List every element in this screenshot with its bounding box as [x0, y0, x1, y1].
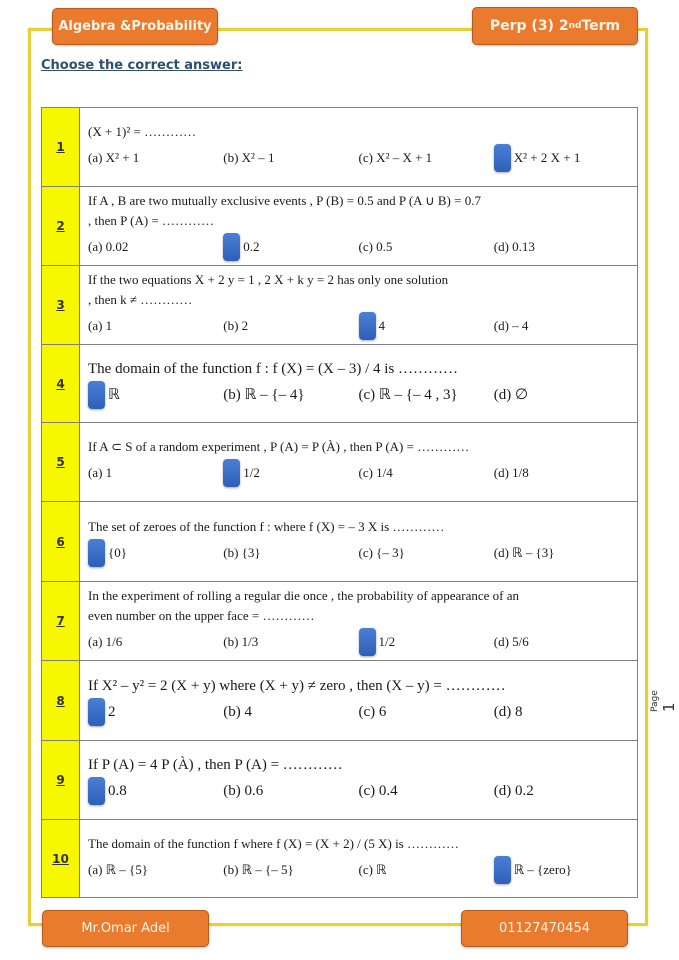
answer-option[interactable]	[359, 698, 494, 726]
answer-option-text: X² + 2 X + 1	[513, 150, 581, 165]
answer-marker-icon	[223, 233, 240, 261]
answer-option[interactable]	[223, 698, 358, 726]
answer-option-text: (b) 1/3	[223, 634, 259, 649]
answer-option[interactable]	[359, 233, 494, 261]
answer-options	[88, 381, 629, 409]
answer-option-text: (d) 0.13	[493, 239, 535, 254]
answer-marker-icon	[359, 312, 376, 340]
answer-option[interactable]	[494, 312, 629, 340]
answer-option[interactable]	[88, 459, 223, 487]
answer-options	[88, 698, 629, 726]
question-row	[42, 187, 638, 266]
term-tag-sup: nd	[568, 21, 582, 31]
answer-option-text: 0.8	[108, 783, 127, 799]
answer-option-text: (c) {– 3}	[358, 544, 405, 560]
answer-option-text: 2	[108, 703, 116, 720]
answer-option-text: (d) 8	[493, 703, 523, 720]
question-row	[42, 266, 638, 345]
answer-option[interactable]	[494, 233, 629, 261]
answer-option-text: (d) ℝ – {3}	[493, 544, 555, 560]
question-stem-line: , then P (A) = …………	[88, 213, 215, 228]
question-body	[80, 108, 638, 187]
question-number: 5	[42, 423, 80, 502]
answer-option[interactable]	[359, 144, 494, 172]
question-body	[80, 582, 638, 661]
answer-marker-icon	[223, 459, 240, 487]
answer-option[interactable]	[88, 381, 223, 409]
question-body	[80, 345, 638, 423]
answer-option-text: (a) 1	[88, 318, 113, 333]
answer-marker-icon	[88, 539, 105, 567]
question-body	[80, 661, 638, 741]
answer-option[interactable]	[494, 856, 629, 884]
answer-option-text: (d) ∅	[493, 386, 529, 403]
answer-option[interactable]	[223, 233, 358, 261]
answer-option-text: ℝ	[108, 386, 120, 403]
answer-marker-icon	[88, 777, 105, 805]
term-tag-suffix: Term	[581, 18, 621, 34]
subject-tag-text: Algebra &Probability	[58, 19, 212, 34]
answer-options	[88, 459, 629, 487]
question-body	[80, 423, 638, 502]
question-stem-line: If A ⊂ S of a random experiment , P (A) = P (À) , then P (A) = …………	[88, 439, 470, 454]
phone-number: 01127470454	[499, 921, 590, 936]
question-body	[80, 741, 638, 820]
answer-option[interactable]	[88, 777, 223, 805]
answer-option-text: (c) 6	[358, 703, 387, 720]
answer-option-text: (a) 0.02	[88, 239, 129, 254]
question-stem-line: If the two equations X + 2 y = 1 , 2 X + k y = 2 has only one solution	[88, 272, 449, 287]
answer-marker-icon	[494, 856, 511, 884]
answer-option-text: (b) 2	[223, 318, 249, 333]
answer-option[interactable]	[494, 628, 629, 656]
question-stem-line: The domain of the function f : f (X) = (X – 3) / 4 is …………	[88, 360, 459, 377]
answer-option-text: (a) 1/6	[88, 634, 123, 649]
page-number: 1	[660, 702, 678, 712]
answer-options	[88, 233, 629, 261]
answer-marker-icon	[88, 381, 105, 409]
question-number: 8	[42, 661, 80, 741]
questions-table	[41, 107, 638, 898]
answer-option-text: (c) 0.4	[358, 783, 398, 799]
answer-option[interactable]	[223, 312, 358, 340]
instruction-heading: Choose the correct answer:	[41, 58, 243, 73]
question-row	[42, 108, 638, 187]
answer-option[interactable]	[223, 777, 358, 805]
answer-options	[88, 777, 629, 805]
answer-option-text: (a) 1	[88, 465, 113, 480]
answer-option[interactable]	[359, 628, 494, 656]
answer-option[interactable]	[223, 539, 358, 567]
page-indicator	[650, 683, 678, 712]
answer-option-text: (b) ℝ – {– 4}	[223, 386, 305, 403]
answer-option[interactable]	[494, 539, 629, 567]
answer-option[interactable]	[88, 698, 223, 726]
author-tag	[42, 910, 209, 947]
question-stem-line: If X² – y² = 2 (X + y) where (X + y) ≠ zero , then (X – y) = …………	[88, 677, 506, 694]
question-stem-line: In the experiment of rolling a regular die once , the probability of appearance of an	[88, 588, 519, 603]
page-label: Page	[650, 690, 660, 712]
question-number: 10	[42, 820, 80, 898]
answer-option-text: (b) X² – 1	[223, 150, 275, 165]
answer-option-text: (c) 0.5	[358, 239, 393, 254]
question-number: 1	[42, 108, 80, 187]
question-row	[42, 661, 638, 741]
answer-option[interactable]	[359, 777, 494, 805]
question-number: 3	[42, 266, 80, 345]
answer-options	[88, 539, 629, 567]
answer-option[interactable]	[494, 459, 629, 487]
answer-option-text: 1/2	[378, 634, 396, 649]
answer-option-text: (c) ℝ	[358, 861, 387, 877]
term-tag	[472, 7, 638, 45]
question-stem-line: The domain of the function f where f (X) = (X + 2) / (5 X) is …………	[88, 835, 459, 851]
answer-options	[88, 312, 629, 340]
question-body	[80, 187, 638, 266]
answer-option[interactable]	[359, 381, 494, 409]
question-number: 4	[42, 345, 80, 423]
subject-tag	[52, 8, 218, 45]
answer-option[interactable]	[494, 381, 629, 409]
question-row	[42, 741, 638, 820]
question-body	[80, 820, 638, 898]
question-stem-line: If P (A) = 4 P (À) , then P (A) = …………	[88, 757, 343, 773]
answer-option[interactable]	[88, 312, 223, 340]
answer-option-text: 0.2	[243, 239, 260, 254]
answer-option-text: (d) 5/6	[493, 634, 529, 649]
question-number: 9	[42, 741, 80, 820]
answer-options	[88, 856, 629, 884]
answer-option-text: (d) 1/8	[493, 465, 529, 480]
answer-option[interactable]	[359, 312, 494, 340]
answer-option-text: (c) ℝ – {– 4 , 3}	[358, 386, 458, 403]
question-stem-line: , then k ≠ …………	[88, 292, 193, 307]
answer-option[interactable]	[88, 233, 223, 261]
answer-option[interactable]	[88, 628, 223, 656]
answer-option-text: (c) X² – X + 1	[358, 150, 433, 165]
question-row	[42, 423, 638, 502]
answer-option[interactable]	[359, 856, 494, 884]
question-row	[42, 502, 638, 582]
question-stem-line: If A , B are two mutually exclusive events , P (B) = 0.5 and P (A ∪ B) = 0.7	[88, 193, 481, 208]
question-stem-line: even number on the upper face = …………	[88, 608, 315, 623]
answer-option-text: 4	[378, 318, 385, 333]
question-body	[80, 502, 638, 582]
answer-option-text: (b) ℝ – {– 5}	[223, 861, 294, 877]
answer-option[interactable]	[359, 539, 494, 567]
answer-option[interactable]	[223, 459, 358, 487]
answer-option[interactable]	[359, 459, 494, 487]
answer-option[interactable]	[494, 144, 629, 172]
answer-options	[88, 628, 629, 656]
answer-options	[88, 144, 629, 172]
answer-option-text: (d) – 4	[493, 318, 529, 333]
answer-option[interactable]	[223, 856, 358, 884]
answer-option[interactable]	[223, 381, 358, 409]
phone-tag	[461, 910, 628, 947]
answer-option-text: (c) 1/4	[358, 465, 393, 480]
question-row	[42, 345, 638, 423]
answer-option-text: {0}	[108, 544, 127, 560]
answer-marker-icon	[88, 698, 105, 726]
answer-option-text: (b) 4	[223, 703, 252, 720]
question-number: 7	[42, 582, 80, 661]
answer-option[interactable]	[494, 777, 629, 805]
question-stem-line: (X + 1)² = …………	[88, 124, 197, 139]
answer-option[interactable]	[223, 628, 358, 656]
question-row	[42, 820, 638, 898]
answer-option-text: (b) {3}	[223, 544, 261, 560]
question-number: 2	[42, 187, 80, 266]
answer-marker-icon	[359, 628, 376, 656]
answer-option-text: 1/2	[243, 465, 260, 480]
answer-option-text: (a) X² + 1	[88, 150, 140, 165]
answer-option-text: (a) ℝ – {5}	[88, 861, 148, 877]
answer-option[interactable]	[88, 144, 223, 172]
author-name: Mr.Omar Adel	[81, 921, 170, 936]
answer-option[interactable]	[494, 698, 629, 726]
answer-option[interactable]	[88, 539, 223, 567]
answer-marker-icon	[494, 144, 511, 172]
question-body	[80, 266, 638, 345]
term-tag-prefix: Perp (3) 2	[489, 18, 569, 34]
question-row	[42, 582, 638, 661]
answer-option[interactable]	[88, 856, 223, 884]
question-stem-line: The set of zeroes of the function f : where f (X) = – 3 X is …………	[88, 518, 445, 534]
answer-option-text: (d) 0.2	[493, 783, 534, 799]
answer-option-text: (b) 0.6	[223, 783, 264, 799]
answer-option[interactable]	[223, 144, 358, 172]
answer-option-text: ℝ – {zero}	[513, 861, 572, 877]
question-number: 6	[42, 502, 80, 582]
